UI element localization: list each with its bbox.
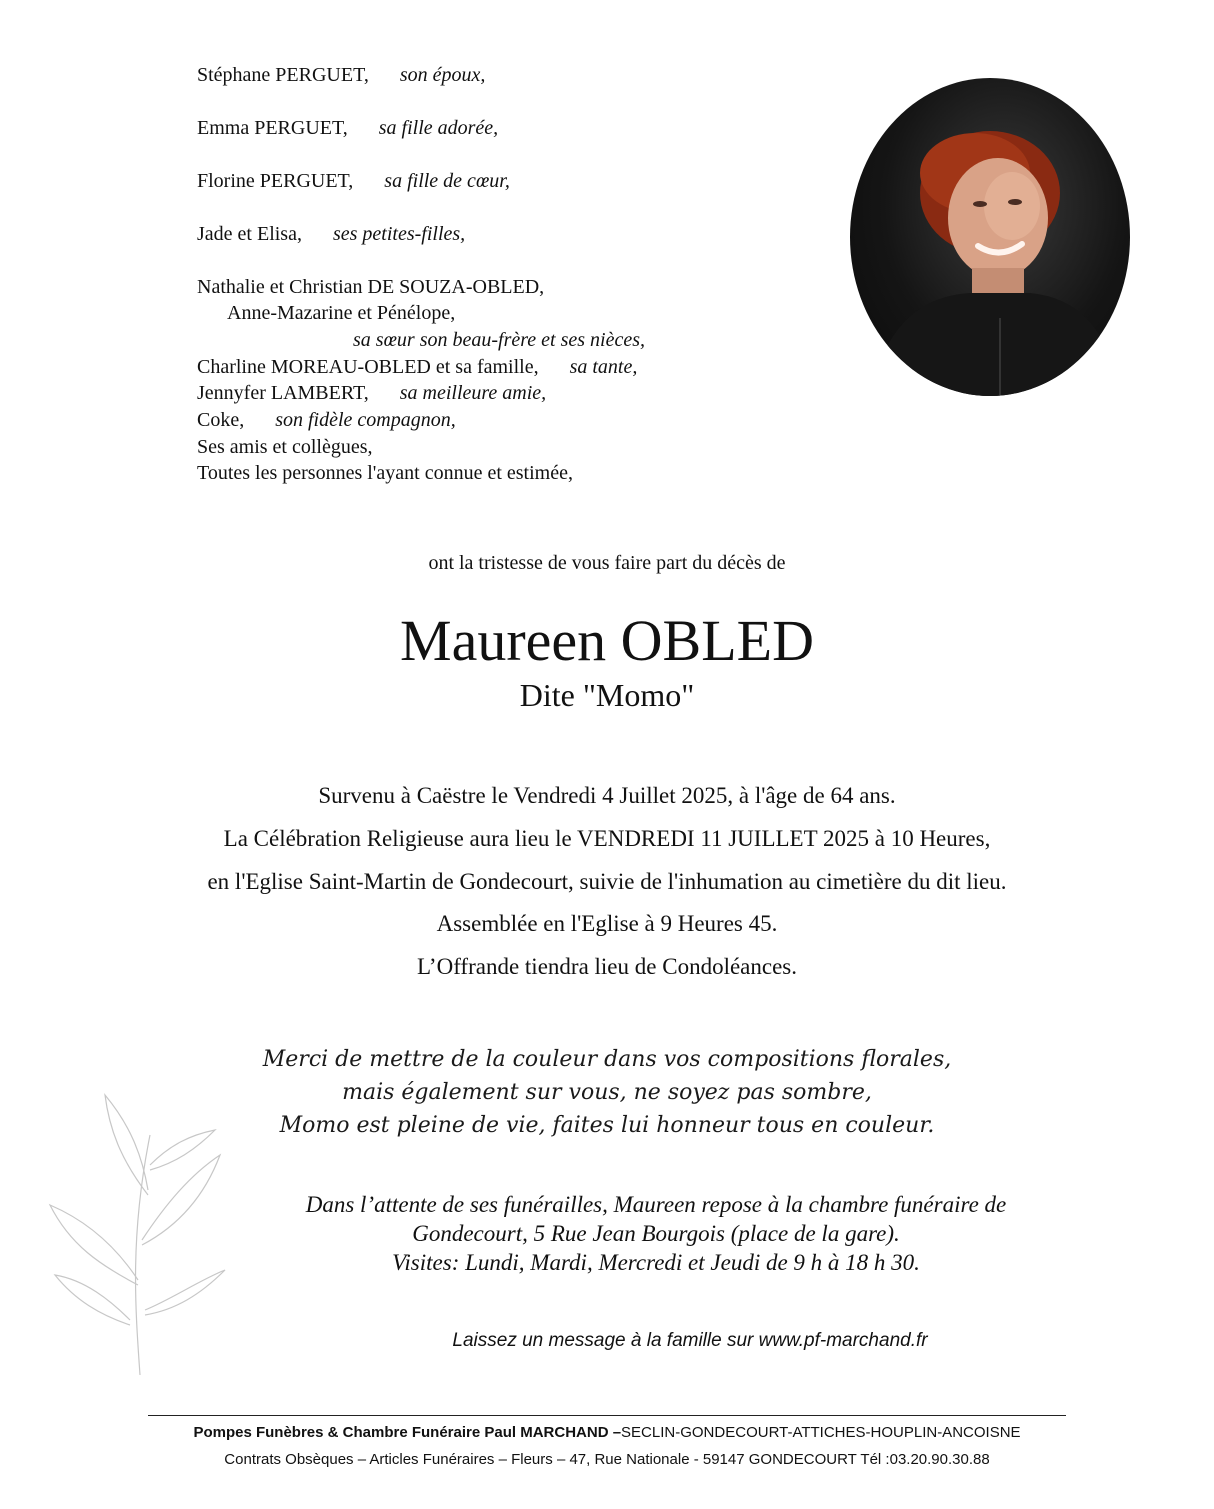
family-line-7 <box>353 327 645 353</box>
detail-line-2: La Célébration Religieuse aura lieu le VENDREDI 11 JUILLET 2025 à 10 Heures, <box>223 826 991 851</box>
deceased-name: Maureen OBLED <box>400 608 814 673</box>
wake-line-3: Visites: Lundi, Mardi, Mercredi et Jeudi de 9 h à 18 h 30. <box>392 1250 920 1275</box>
footer-divider <box>148 1415 1066 1416</box>
family-name: Nathalie et Christian DE SOUZA-OBLED, <box>197 276 545 298</box>
footer-company-line <box>0 1424 1214 1441</box>
family-line-4 <box>197 221 465 247</box>
request-line-3: Momo est pleine de vie, faites lui honneur tous en couleur. <box>279 1113 935 1138</box>
announcement-intro: ont la tristesse de vous faire part du décès de <box>428 552 786 574</box>
family-relation: sa fille de cœur, <box>384 170 510 192</box>
family-name: Emma PERGUET, <box>197 117 348 139</box>
detail-line-4: Assemblée en l'Eglise à 9 Heures 45. <box>436 911 778 936</box>
detail-line-3: en l'Eglise Saint-Martin de Gondecourt, suivie de l'inhumation au cimetière du dit lieu. <box>207 869 1007 894</box>
family-line-3 <box>197 168 510 194</box>
family-line-1 <box>197 62 485 88</box>
wake-line-1: Dans l’attente de ses funérailles, Maureen repose à la chambre funéraire de <box>305 1192 1007 1217</box>
family-relation: sa sœur son beau-frère et ses nièces, <box>353 329 645 351</box>
family-name: Toutes les personnes l'ayant connue et estimée, <box>197 462 573 484</box>
guestbook-message: Laissez un message à la famille sur www.pf-marchand.fr <box>452 1330 928 1351</box>
family-relation: sa fille adorée, <box>378 117 499 139</box>
family-line-6 <box>227 300 455 326</box>
detail-line-5: L’Offrande tiendra lieu de Condoléances. <box>416 954 797 979</box>
family-name: Florine PERGUET, <box>197 170 354 192</box>
family-relation: ses petites-filles, <box>332 223 466 245</box>
footer-towns: SECLIN-GONDECOURT-ATTICHES-HOUPLIN-ANCOISNE <box>621 1424 1021 1441</box>
deceased-nickname: Dite "Momo" <box>519 677 695 713</box>
request-line-1: Merci de mettre de la couleur dans vos compositions florales, <box>262 1047 952 1072</box>
family-name: Jennyfer LAMBERT, <box>197 382 369 404</box>
family-name: Anne-Mazarine et Pénélope, <box>227 302 456 324</box>
request-line-2: mais également sur vous, ne soyez pas sombre, <box>342 1080 872 1105</box>
family-line-2 <box>197 115 498 141</box>
family-relation: son époux, <box>399 64 486 86</box>
family-name: Coke, <box>197 409 245 431</box>
family-name: Ses amis et collègues, <box>197 436 373 458</box>
family-relation: sa tante, <box>569 356 638 378</box>
portrait-photo <box>850 78 1130 396</box>
family-line-9 <box>197 380 546 406</box>
family-line-10 <box>197 407 456 433</box>
family-relation: son fidèle compagnon, <box>275 409 456 431</box>
family-name: Jade et Elisa, <box>197 223 302 245</box>
family-line-5 <box>197 274 544 300</box>
family-name: Charline MOREAU-OBLED et sa famille, <box>197 356 539 378</box>
wake-line-2: Gondecourt, 5 Rue Jean Bourgois (place de la gare). <box>412 1221 900 1246</box>
detail-line-1: Survenu à Caëstre le Vendredi 4 Juillet 2025, à l'âge de 64 ans. <box>318 783 896 808</box>
family-relation: sa meilleure amie, <box>399 382 547 404</box>
family-line-8 <box>197 354 637 380</box>
family-line-11 <box>197 434 373 460</box>
footer-company: Pompes Funèbres & Chambre Funéraire Paul MARCHAND – <box>193 1424 622 1441</box>
family-line-12 <box>197 460 573 486</box>
family-name: Stéphane PERGUET, <box>197 64 369 86</box>
portrait-illustration <box>850 78 1130 396</box>
footer-contact-line: Contrats Obsèques – Articles Funéraires – Fleurs – 47, Rue Nationale - 59147 GONDECOURT Tél :03.20.90.30.88 <box>224 1451 990 1468</box>
